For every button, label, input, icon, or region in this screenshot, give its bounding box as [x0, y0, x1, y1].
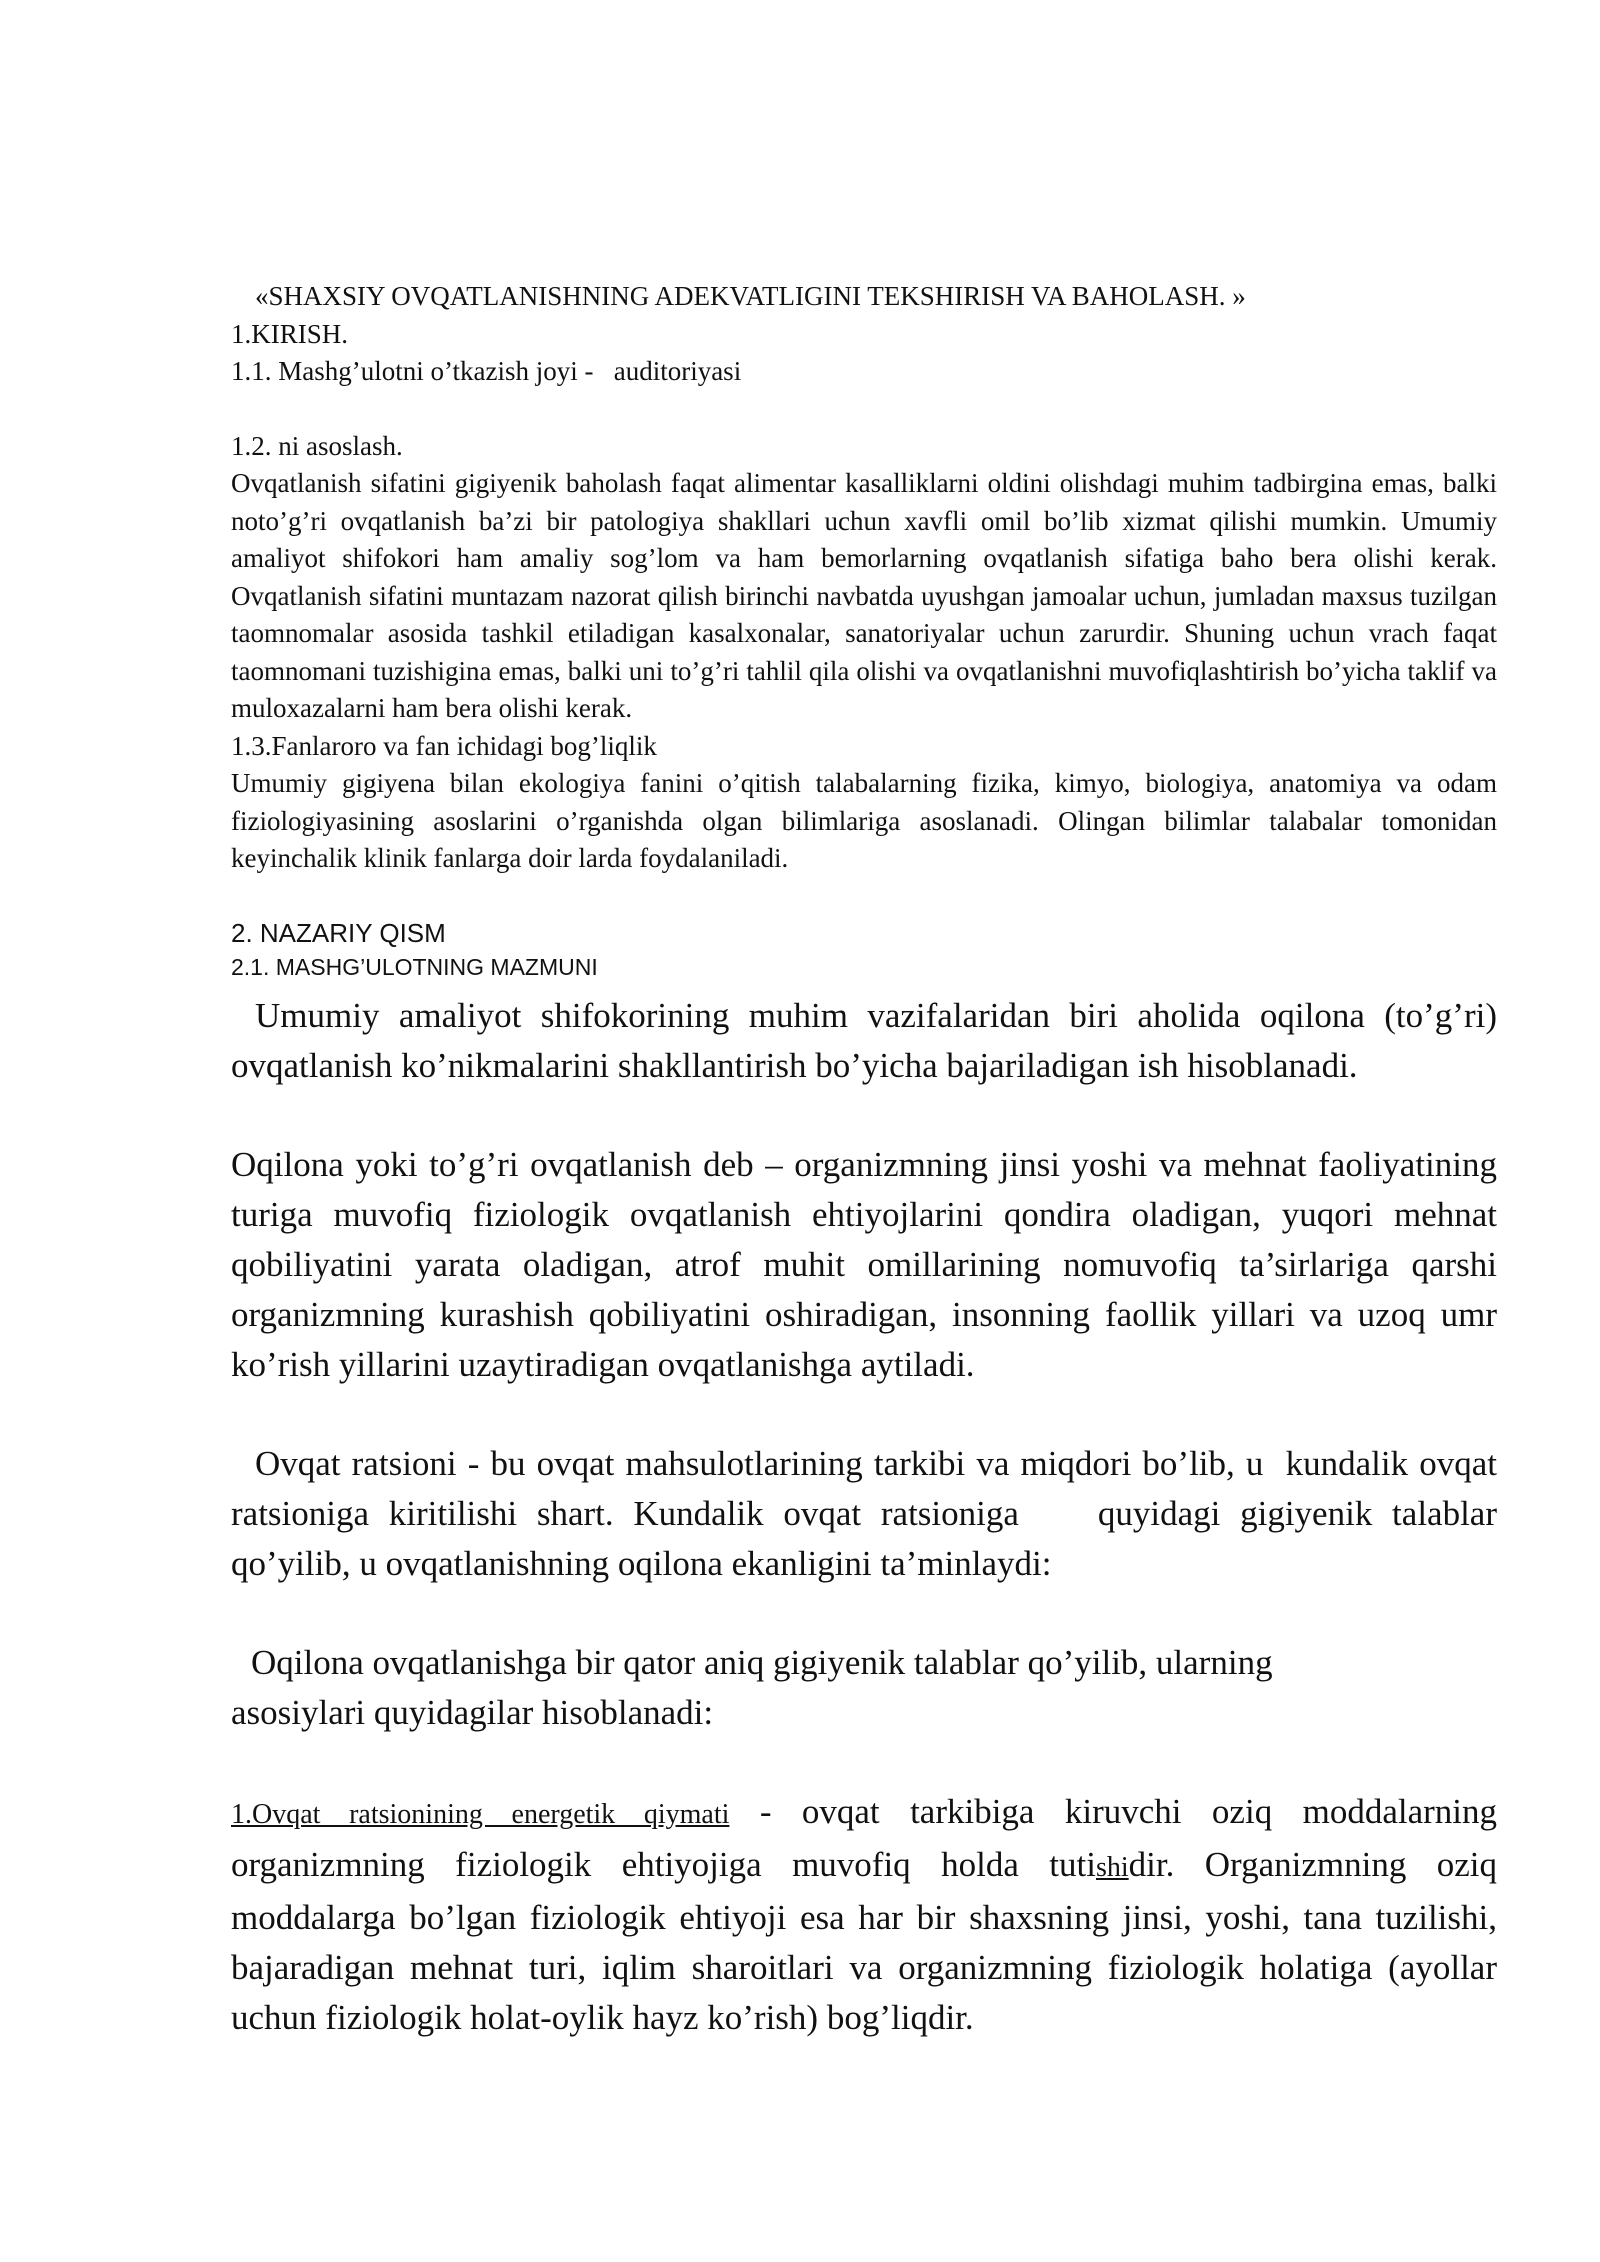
- spacer: [231, 1390, 1497, 1439]
- section-heading-kirish: 1.KIRISH.: [231, 318, 349, 349]
- energy-value-text-b: dir. Organizmning oziq moddalarga bo’lgan fiziologik ehtiyoji esa har bir shaxsning jinsi, yoshi, tana tuzilishi, bajaradigan mehnat turi, iqlim sharoitlari va organizmning fiziologik holatiga (ayollar uchun fiziologik holat-oylik hayz ko’rish) bog’liqdir.: [231, 1844, 1497, 2037]
- subsection-heading-interdisciplinary: 1.3.Fanlaroro va fan ichidagi bog’liqlik: [231, 730, 657, 761]
- spacer: [231, 1738, 1497, 1787]
- paragraph-food-ration: Ovqat ratsioni - bu ovqat mahsulotlarining tarkibi va miqdori bo’lib, u kundalik ovqat ratsioniga kiritilishi shart. Kundalik ovqat ratsioniga quyidagi gigiyenik talablar qo’yilib, u ovqatlanishning oqilona ekanligini ta’minlaydi:: [231, 1443, 1506, 1583]
- paragraph-hygienic-requirements: Oqilona ovqatlanishga bir qator aniq gigiyenik talablar qo’yilib, ularning asosiylari quyidagilar hisoblanadi:: [231, 1642, 1273, 1732]
- subsection-heading-content: 2.1. MASHG’ULOTNING MAZMUNI: [231, 953, 598, 980]
- paragraph-justification: Ovqatlanish sifatini gigiyenik baholash faqat alimentar kasalliklarni oldini olishdagi muhim tadbirgina emas, balki noto’g’ri ovqatlanish ba’zi bir patologiya shakllari uchun xavfli omil bo’lib xizmat qilishi mumkin. Umumiy amaliyot shifokori ham amaliy sog’lom va ham bemorlarning ovqatlanish sifatiga baho bera olishi kerak. Ovqatlanish sifatini muntazam nazorat qilish birinchi navbatda uyushgan jamoalar uchun, jumladan maxsus tuzilgan taomnomalar asosida tashkil etiladigan kasalxonalar, sanatoriyalar uchun zarurdir. Shuning uchun vrach faqat taomnomani tuzishigina emas, balki uni to’g’ri tahlil qila olishi va ovqatlanishni muvofiqlashtirish bo’yicha taklif va muloxazalarni ham bera olishi kerak.: [231, 468, 1497, 723]
- spacer: [231, 1589, 1497, 1638]
- paragraph-energy-value: [231, 1787, 1497, 2043]
- subsection-heading-justification: 1.2. ni asoslash.: [231, 430, 403, 461]
- spacer: [231, 391, 1497, 428]
- subsection-location: 1.1. Mashg’ulotni o’tkazish joyi - auditoriyasi: [231, 356, 742, 386]
- spacer: [231, 878, 1497, 915]
- paragraph-rational-nutrition-definition: Oqilona yoki to’g’ri ovqatlanish deb – organizmning jinsi yoshi va mehnat faoliyatining turiga muvofiq fiziologik ovqatlanish ehtiyojlarini qondira oladigan, yuqori mehnat qobiliyatini yarata oladigan, atrof muhit omillarining nomuvofiq ta’sirlariga qarshi organizmning kurashish qobiliyatini oshiradigan, insonning faollik yillari va uzoq umr ko’rish yillarini uzaytiradigan ovqatlanishga aytiladi.: [231, 1144, 1497, 1384]
- document-page: [231, 278, 1506, 2043]
- paragraph-gp-task: Umumiy amaliyot shifokorining muhim vazifalaridan biri aholida oqilona (to’g’ri) ovqatlanish ko’nikmalarini shakllantirish bo’yicha bajariladigan ish hisoblanadi.: [231, 995, 1497, 1085]
- paragraph-interdisciplinary: Umumiy gigiyena bilan ekologiya fanini o’qitish talabalarning fizika, kimyo, biologiya, anatomiya va odam fiziologiyasining asoslarini o’rganishda olgan bilimlariga asoslanadi. Olingan bilimlar talabalar tomonidan keyinchalik klinik fanlarga doir larda foydalaniladi.: [231, 768, 1497, 873]
- document-title: «SHAXSIY OVQATLANISHNING ADEKVATLIGINI TEKSHIRISH VA BAHOLASH. »: [255, 281, 1246, 311]
- term-energy-value: 1.Ovqat ratsionining energetik qiymati: [231, 1798, 730, 1830]
- spacer: [231, 1091, 1497, 1140]
- section-heading-theory: 2. NAZARIY QISM: [231, 917, 446, 948]
- energy-value-text-a: - ovqat tarkibiga kiruvchi oziq moddalarning organizmning fiziologik ehtiyojiga muvofiq holda tuti: [231, 1791, 1498, 1884]
- energy-value-underlined: shi: [1095, 1851, 1129, 1883]
